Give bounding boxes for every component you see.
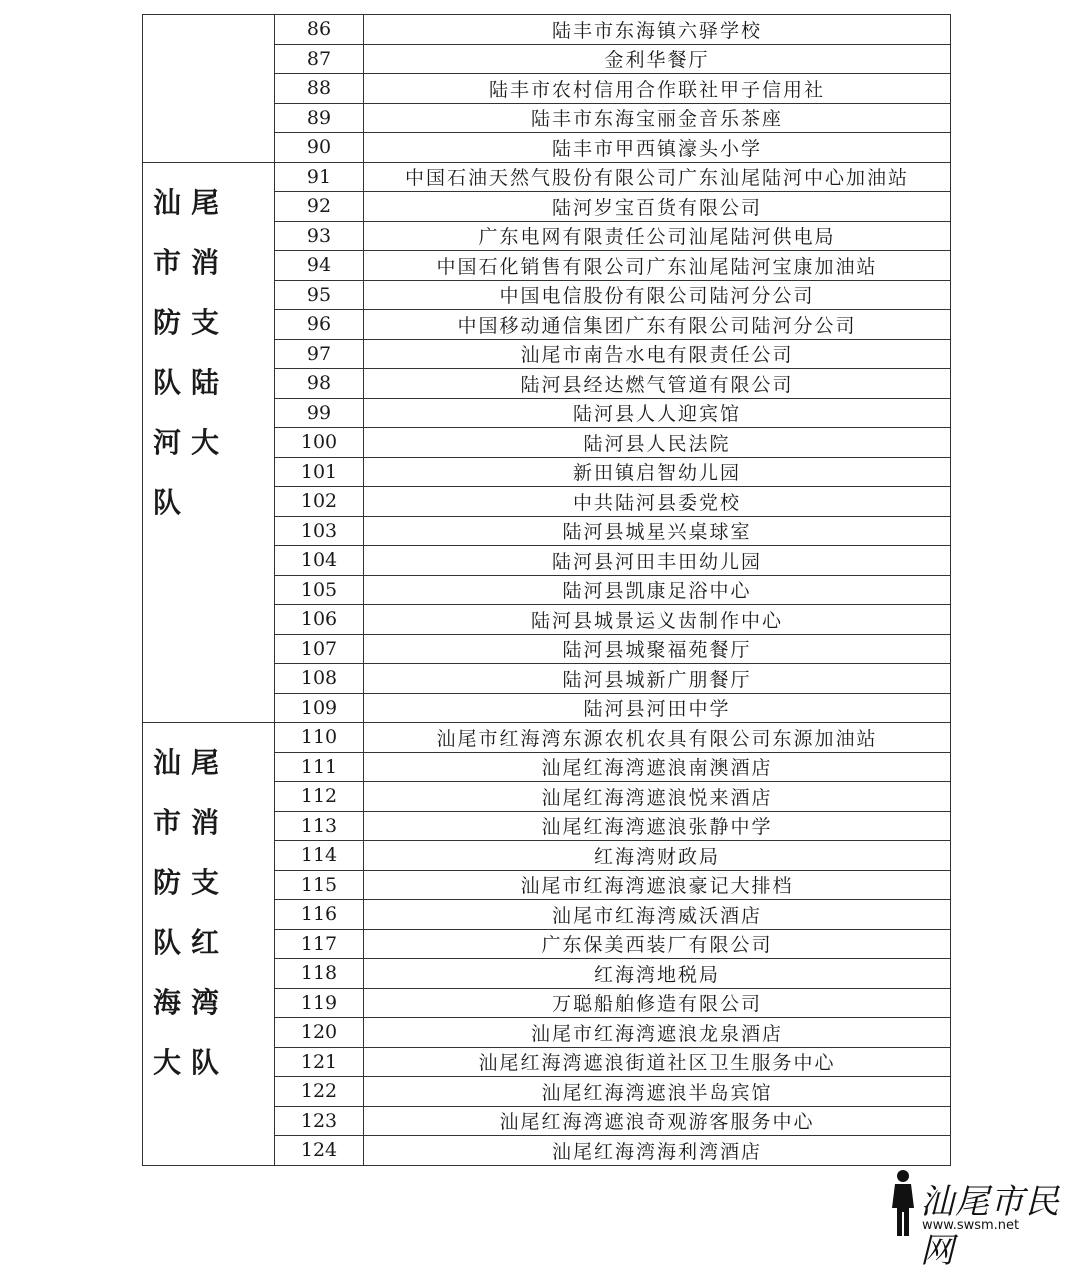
unit-name: 汕尾市红海湾威沃酒店 (364, 900, 951, 930)
unit-name: 陆河县人人迎宾馆 (364, 398, 951, 428)
unit-name: 陆河县城聚福苑餐厅 (364, 634, 951, 664)
row-number: 123 (275, 1106, 364, 1136)
site-watermark (888, 1168, 1068, 1271)
unit-name: 广东电网有限责任公司汕尾陆河供电局 (364, 221, 951, 251)
unit-name: 汕尾市红海湾东源农机农具有限公司东源加油站 (364, 723, 951, 753)
row-number: 121 (275, 1047, 364, 1077)
row-number: 94 (275, 251, 364, 281)
unit-name: 汕尾红海湾遮浪街道社区卫生服务中心 (364, 1047, 951, 1077)
unit-name: 红海湾财政局 (364, 841, 951, 871)
row-number: 119 (275, 988, 364, 1018)
row-number: 99 (275, 398, 364, 428)
watermark-url: www.swsm.net (922, 1218, 1020, 1233)
row-number: 114 (275, 841, 364, 871)
row-number: 92 (275, 192, 364, 222)
group-label: 汕尾市消防支队红海湾大队 (153, 746, 230, 1079)
row-number: 102 (275, 487, 364, 517)
row-number: 98 (275, 369, 364, 399)
unit-name: 广东保美西装厂有限公司 (364, 929, 951, 959)
row-number: 93 (275, 221, 364, 251)
unit-name: 中国石油天然气股份有限公司广东汕尾陆河中心加油站 (364, 162, 951, 192)
table-row (143, 723, 951, 753)
unit-name: 陆河县河田丰田幼儿园 (364, 546, 951, 576)
row-number: 105 (275, 575, 364, 605)
unit-name: 陆丰市东海宝丽金音乐茶座 (364, 103, 951, 133)
group-label: 汕尾市消防支队陆河大队 (153, 185, 230, 519)
row-number: 107 (275, 634, 364, 664)
unit-name: 陆河县人民法院 (364, 428, 951, 458)
unit-name: 金利华餐厅 (364, 44, 951, 74)
unit-name: 陆河县河田中学 (364, 693, 951, 723)
unit-name: 陆丰市东海镇六驿学校 (364, 15, 951, 45)
row-number: 106 (275, 605, 364, 635)
row-number: 101 (275, 457, 364, 487)
unit-name: 汕尾红海湾遮浪悦来酒店 (364, 782, 951, 812)
unit-name: 新田镇启智幼儿园 (364, 457, 951, 487)
unit-name: 陆河县经达燃气管道有限公司 (364, 369, 951, 399)
group-cell (143, 15, 275, 163)
row-number: 120 (275, 1018, 364, 1048)
row-number: 100 (275, 428, 364, 458)
row-number: 124 (275, 1136, 364, 1166)
row-number: 117 (275, 929, 364, 959)
row-number: 112 (275, 782, 364, 812)
unit-name: 陆丰市农村信用合作联社甲子信用社 (364, 74, 951, 104)
row-number: 116 (275, 900, 364, 930)
unit-name: 汕尾红海湾遮浪张静中学 (364, 811, 951, 841)
table-row (143, 162, 951, 192)
unit-name: 红海湾地税局 (364, 959, 951, 989)
row-number: 115 (275, 870, 364, 900)
row-number: 90 (275, 133, 364, 163)
unit-name: 万聪船舶修造有限公司 (364, 988, 951, 1018)
row-number: 113 (275, 811, 364, 841)
unit-list-table (142, 14, 951, 1166)
person-silhouette-icon (888, 1168, 918, 1238)
unit-name: 汕尾红海湾遮浪奇观游客服务中心 (364, 1106, 951, 1136)
row-number: 110 (275, 723, 364, 753)
unit-name: 汕尾市南告水电有限责任公司 (364, 339, 951, 369)
table-body (143, 15, 951, 1166)
row-number: 89 (275, 103, 364, 133)
unit-name: 陆河县凯康足浴中心 (364, 575, 951, 605)
table-row (143, 15, 951, 45)
row-number: 109 (275, 693, 364, 723)
unit-name: 汕尾红海湾遮浪南澳酒店 (364, 752, 951, 782)
row-number: 95 (275, 280, 364, 310)
watermark-text: 汕尾市民网 (920, 1182, 1060, 1271)
unit-name: 陆河县城星兴桌球室 (364, 516, 951, 546)
row-number: 111 (275, 752, 364, 782)
unit-name: 陆河县城景运义齿制作中心 (364, 605, 951, 635)
row-number: 87 (275, 44, 364, 74)
row-number: 118 (275, 959, 364, 989)
row-number: 108 (275, 664, 364, 694)
unit-name: 陆丰市甲西镇濠头小学 (364, 133, 951, 163)
group-cell (143, 723, 275, 1166)
row-number: 103 (275, 516, 364, 546)
unit-name: 中国移动通信集团广东有限公司陆河分公司 (364, 310, 951, 340)
unit-name: 中国石化销售有限公司广东汕尾陆河宝康加油站 (364, 251, 951, 281)
unit-name: 陆河县城新广朋餐厅 (364, 664, 951, 694)
unit-name: 汕尾红海湾海利湾酒店 (364, 1136, 951, 1166)
row-number: 91 (275, 162, 364, 192)
row-number: 88 (275, 74, 364, 104)
unit-name: 汕尾市红海湾遮浪豪记大排档 (364, 870, 951, 900)
row-number: 97 (275, 339, 364, 369)
unit-name: 陆河岁宝百货有限公司 (364, 192, 951, 222)
row-number: 122 (275, 1077, 364, 1107)
unit-name: 中共陆河县委党校 (364, 487, 951, 517)
row-number: 86 (275, 15, 364, 45)
row-number: 96 (275, 310, 364, 340)
unit-name: 汕尾市红海湾遮浪龙泉酒店 (364, 1018, 951, 1048)
row-number: 104 (275, 546, 364, 576)
unit-name: 中国电信股份有限公司陆河分公司 (364, 280, 951, 310)
group-cell (143, 162, 275, 723)
unit-name: 汕尾红海湾遮浪半岛宾馆 (364, 1077, 951, 1107)
